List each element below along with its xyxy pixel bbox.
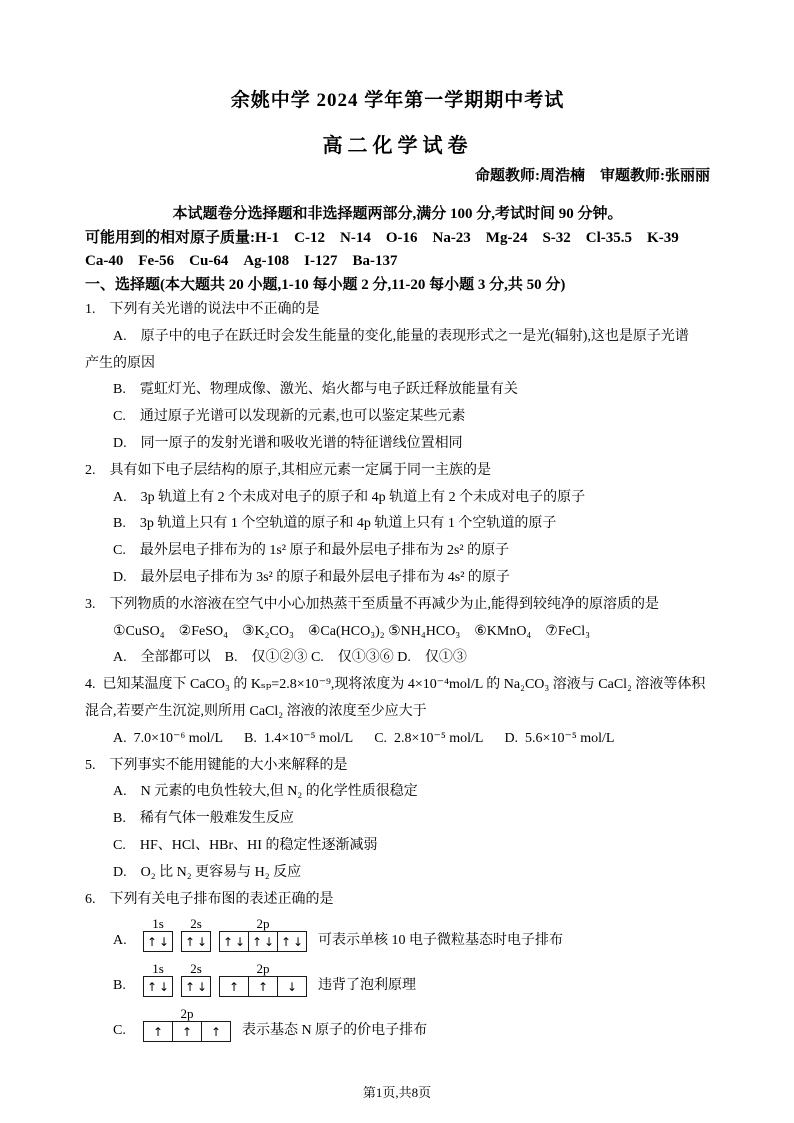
orbital-box: ↑↓ [143,976,173,997]
orbital-group-1s [143,916,173,952]
orbital-group-2p [219,916,307,952]
page-title: 余姚中学 2024 学年第一学期期中考试 [230,90,565,111]
orbital-box: ↑↓ [181,976,211,997]
question-line: A. 原子中的电子在跃迁时会发生能量的变化,能量的表现形式之一是光(辐射),这也是原子光谱 [113,328,689,344]
exam-notice: 本试题卷分选择题和非选择题两部分,满分 100 分,考试时间 90 分钟。 [172,206,623,222]
orbital-box: ↑↓ [181,931,211,952]
diagram-caption: 表示基态 N 原子的价电子排布 [242,1023,428,1039]
orbital-sublevel-label: 2p [256,961,270,977]
question-line: 3. 下列物质的水溶液在空气中小心加热蒸干至质量不再减少为止,能得到较纯净的原溶质的是 [85,596,659,612]
orbital-box: ↓ [277,976,307,997]
orbital-box: ↑↓ [219,931,249,952]
question-2 [85,458,710,592]
question-line: C. 最外层电子排布为的 1s² 原子和最外层电子排布为 2s² 的原子 [113,543,510,559]
orbital-sublevel-label: 1s [152,961,164,977]
question-6 [85,887,710,1043]
diagram-caption: 违背了泡利原理 [318,978,416,994]
orbital-boxes [181,931,211,952]
orbital-group-2s [181,916,211,952]
question-line: D. O₂ 比 N₂ 更容易与 H₂ 反应 [113,864,302,880]
section-heading: 一、选择题(本大题共 20 小题,1-10 每小题 2 分,11-20 每小题 3 分,共 50 分) [85,276,566,293]
orbital-sublevel-label: 2p [256,916,270,932]
orbital-box: ↑↓ [248,931,278,952]
orbital-boxes [143,976,173,997]
atomic-masses-line-1 [85,227,710,251]
question-line: A. 全部都可以 B. 仅①②③ C. 仅①③⑥ D. 仅①③ [113,650,467,666]
orbital-box: ↑ [201,1021,231,1042]
question-3 [85,592,710,672]
question-line: 2. 具有如下电子层结构的原子,其相应元素一定属于同一主族的是 [85,462,491,478]
question-line: 4. 已知某温度下 CaCO₃ 的 Kₛₚ=2.8×10⁻⁹,现将浓度为 4×10⁻⁴mol/L 的 Na₂CO₃ 溶液与 CaCl₂ 溶液等体积 [85,677,706,693]
orbital-sublevel-label: 1s [152,916,164,932]
orbital-box: ↑ [143,1021,173,1042]
question-5 [85,753,710,887]
atomic-masses-values-1: H-1 C-12 N-14 O-16 Na-23 Mg-24 S-32 Cl-35.5 K-39 [255,229,679,246]
orbital-diagram-row [85,916,710,952]
exam-preamble [85,203,710,297]
question-line: D. 最外层电子排布为 3s² 的原子和最外层电子排布为 4s² 的原子 [113,569,510,585]
page-subtitle: 高二化学试卷 [322,135,473,157]
question-line: A. N 元素的电负性较大,但 N₂ 的化学性质很稳定 [113,784,418,800]
orbital-box: ↑↓ [143,931,173,952]
atomic-masses-line-2: Ca-40 Fe-56 Cu-64 Ag-108 I-127 Ba-137 [85,253,398,269]
orbital-group-1s [143,961,173,997]
question-line: B. 稀有气体一般难发生反应 [113,811,294,827]
question-line: A. 7.0×10⁻⁶ mol/L B. 1.4×10⁻⁵ mol/L C. 2.8×10⁻⁵ mol/L D. 5.6×10⁻⁵ mol/L [113,730,615,746]
diagram-option-letter: A. [113,933,127,949]
orbital-group-2p [143,1006,231,1042]
orbital-sublevel-label: 2p [180,1006,194,1022]
question-line: ①CuSO₄ ②FeSO₄ ③K₂CO₃ ④Ca(HCO₃)₂ ⑤NH₄HCO₃ ⑥KMnO₄ ⑦FeCl₃ [113,623,590,639]
question-line: B. 3p 轨道上只有 1 个空轨道的原子和 4p 轨道上只有 1 个空轨道的原子 [113,516,557,532]
question-4 [85,672,710,752]
question-line: D. 同一原子的发射光谱和吸收光谱的特征谱线位置相同 [113,435,463,451]
orbital-diagram-row [85,961,710,997]
question-line: 5. 下列事实不能用键能的大小来解释的是 [85,757,348,773]
question-line: A. 3p 轨道上有 2 个未成对电子的原子和 4p 轨道上有 2 个未成对电子的原子 [113,489,586,505]
orbital-diagram-row [85,1006,710,1042]
question-line: 产生的原因 [85,355,155,371]
question-line: 混合,若要产生沉淀,则所用 CaCl₂ 溶液的浓度至少应大于 [85,703,427,719]
orbital-box: ↑↓ [277,931,307,952]
question-list [85,297,710,1042]
question-line: C. 通过原子光谱可以发现新的元素,也可以鉴定某些元素 [113,409,466,425]
orbital-boxes [143,931,173,952]
orbital-sublevel-label: 2s [190,961,202,977]
question-line: 6. 下列有关电子排布图的表述正确的是 [85,891,334,907]
teachers-line: 命题教师:周浩楠 审题教师:张丽丽 [475,168,710,184]
orbital-box: ↑ [219,976,249,997]
atomic-masses-label: 可能用到的相对原子质量: [85,229,255,246]
diagram-option-letter: B. [113,978,126,994]
question-line: 1. 下列有关光谱的说法中不正确的是 [85,302,320,317]
orbital-boxes [219,976,307,997]
diagram-caption: 可表示单核 10 电子微粒基态时电子排布 [318,933,563,949]
orbital-boxes [143,1021,231,1042]
orbital-group-2s [181,961,211,997]
orbital-group-2p [219,961,307,997]
orbital-box: ↑ [172,1021,202,1042]
question-line: C. HF、HCl、HBr、HI 的稳定性逐渐减弱 [113,837,378,853]
question-1 [85,297,710,458]
diagram-option-letter: C. [113,1023,126,1039]
question-line: B. 霓虹灯光、物理成像、激光、焰火都与电子跃迁释放能量有关 [113,382,518,398]
orbital-box: ↑ [248,976,278,997]
orbital-boxes [181,976,211,997]
orbital-sublevel-label: 2s [190,916,202,932]
page-footer: 第1页,共8页 [362,1085,432,1100]
orbital-boxes [219,931,307,952]
